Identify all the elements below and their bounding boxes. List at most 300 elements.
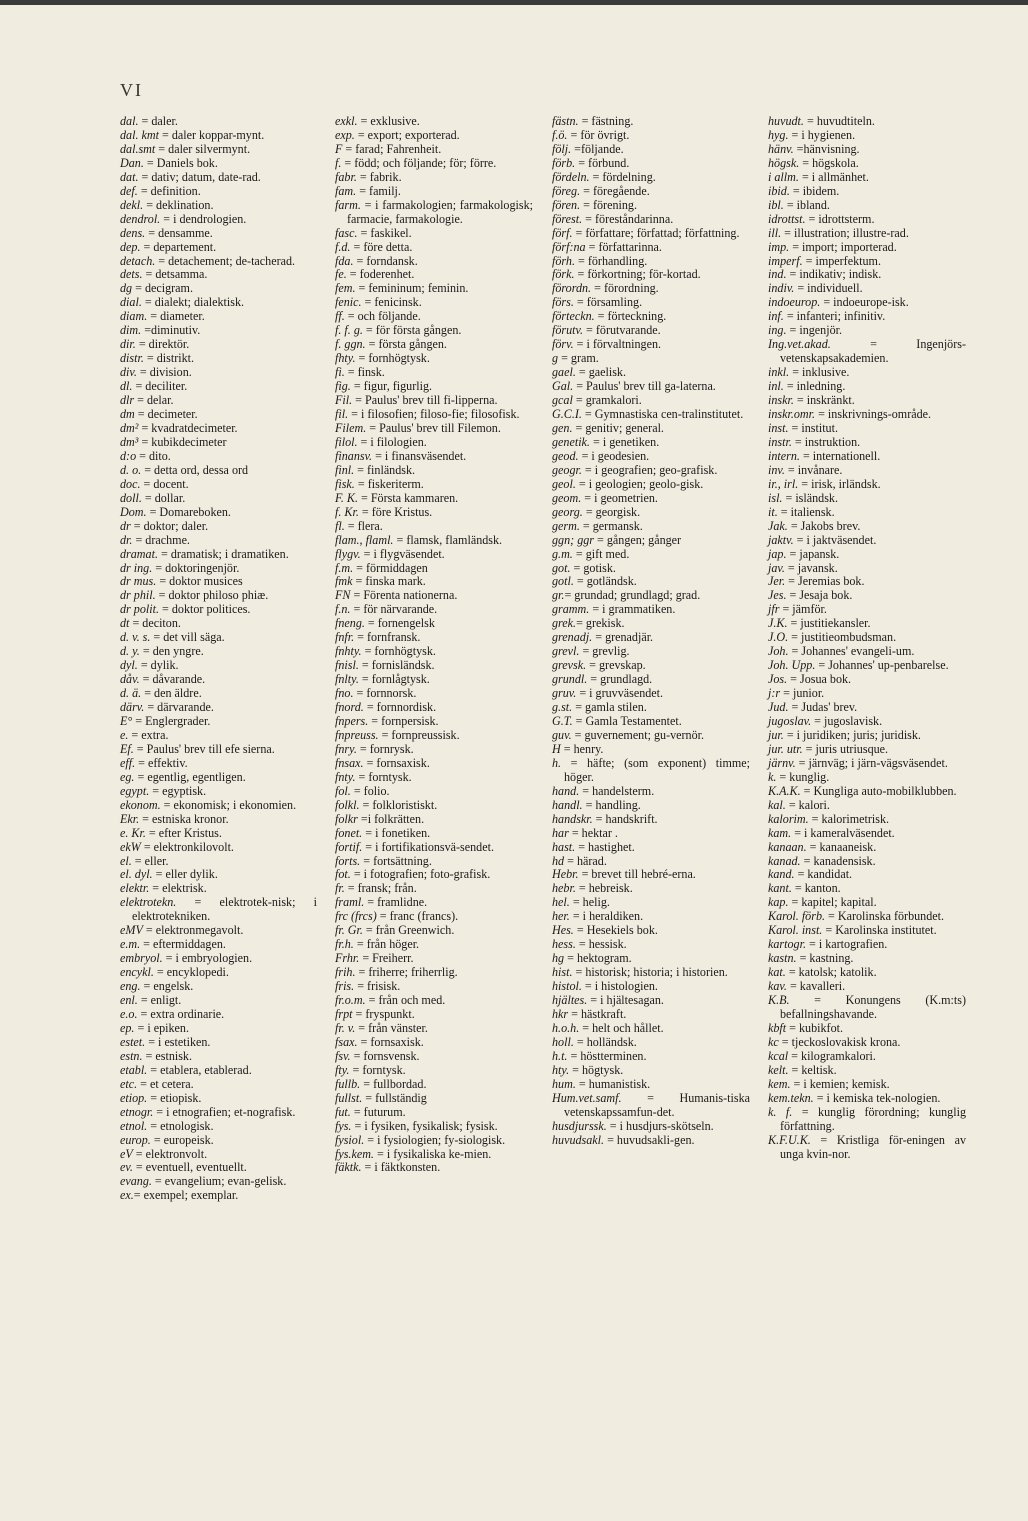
entry-abbreviation: fr. <box>335 881 345 896</box>
entry-abbreviation: ekonom. <box>120 797 161 812</box>
entry-definition: = i genetiken. <box>589 434 660 449</box>
entry-definition: = första gången. <box>365 337 447 352</box>
dictionary-entry <box>552 143 750 157</box>
entry-definition: = i fysiologien; fy-siologisk. <box>364 1132 506 1147</box>
entry-abbreviation: Joh. Upp. <box>768 658 816 673</box>
entry-abbreviation: el. dyl. <box>120 867 153 882</box>
entry-definition: = institut. <box>788 420 838 435</box>
dictionary-entry <box>552 659 750 673</box>
entry-abbreviation: e.m. <box>120 937 141 952</box>
entry-abbreviation: fullst. <box>335 1090 363 1105</box>
entry-definition: = et cetera. <box>137 1076 194 1091</box>
entry-abbreviation: ir., irl. <box>768 476 799 491</box>
entry-abbreviation: finansv. <box>335 448 373 463</box>
entry-definition: = faskikel. <box>357 225 412 240</box>
entry-abbreviation: Jes. <box>768 588 787 603</box>
entry-definition: = instruktion. <box>791 434 861 449</box>
entry-abbreviation: fty. <box>335 1062 350 1077</box>
entry-abbreviation: jur. <box>768 727 784 742</box>
entry-definition: = häfte; (som exponent) timme; höger. <box>561 755 750 784</box>
entry-definition: = exklusive. <box>357 114 420 128</box>
dictionary-entry <box>552 1134 750 1148</box>
dictionary-entry <box>335 743 533 757</box>
entry-abbreviation: h. <box>552 755 562 770</box>
dictionary-entry <box>335 1120 533 1134</box>
entry-definition: = därvarande. <box>144 700 214 715</box>
entry-definition: = från Greenwich. <box>362 923 455 938</box>
entry-abbreviation: intern. <box>768 448 800 463</box>
entry-abbreviation: fnord. <box>335 700 364 715</box>
entry-abbreviation: Ekr. <box>120 811 140 826</box>
entry-abbreviation: k. f. <box>768 1104 793 1119</box>
dictionary-entry <box>335 1148 533 1162</box>
entry-abbreviation: fullb. <box>335 1076 361 1091</box>
dictionary-entry <box>552 799 750 813</box>
entry-abbreviation: distr. <box>120 351 144 366</box>
entry-definition: = dylik. <box>137 658 179 673</box>
entry-definition: = dito. <box>136 448 171 463</box>
entry-abbreviation: fig. <box>335 379 351 394</box>
dictionary-entry <box>120 408 317 422</box>
entry-abbreviation: förf:na <box>552 239 586 254</box>
column-4 <box>768 115 966 1161</box>
entry-definition: = inklusive. <box>789 365 850 380</box>
dictionary-entry <box>768 129 966 143</box>
entry-definition: = gamla stilen. <box>572 700 647 715</box>
entry-abbreviation: kc <box>768 1034 779 1049</box>
dictionary-entry <box>120 310 317 324</box>
entry-definition: = distrikt. <box>143 351 195 366</box>
entry-abbreviation: fnpreuss. <box>335 727 379 742</box>
entry-definition: = Konungens (K.m:ts) befallningshavande. <box>780 993 966 1021</box>
dictionary-entry <box>120 268 317 282</box>
entry-definition: = gången; gånger <box>594 532 682 547</box>
entry-definition: = detachement; de-tacherad. <box>155 253 296 268</box>
entry-definition: = förening. <box>580 197 637 212</box>
dictionary-entry <box>552 548 750 562</box>
entry-definition: = huvudsakli-gen. <box>604 1132 695 1147</box>
entry-definition: = i gruvväsendet. <box>576 686 664 701</box>
entry-abbreviation: Ing.vet.akad. <box>768 337 831 352</box>
entry-abbreviation: fut. <box>335 1104 351 1119</box>
dictionary-entry <box>552 506 750 520</box>
entry-definition: = född; och följande; för; förre. <box>341 155 497 170</box>
entry-definition: = grekisk. <box>576 616 625 631</box>
entry-definition: = helig. <box>569 895 610 910</box>
entry-definition: = i flygväsendet. <box>360 546 445 561</box>
entry-definition: = eller dylik. <box>152 867 218 882</box>
dictionary-entry <box>768 994 966 1022</box>
entry-definition: = förbund. <box>575 155 630 170</box>
entry-abbreviation: inskr.omr. <box>768 407 816 422</box>
entry-abbreviation: f. ggn. <box>335 337 366 352</box>
entry-abbreviation: dekl. <box>120 197 144 212</box>
dictionary-entry <box>768 562 966 576</box>
dictionary-entry <box>120 952 317 966</box>
entry-definition: =diminutiv. <box>141 323 201 338</box>
dictionary-entry <box>552 464 750 478</box>
entry-abbreviation: kanaan. <box>768 839 807 854</box>
entry-definition: = densamme. <box>145 225 213 240</box>
dictionary-entry <box>768 422 966 436</box>
entry-definition: = författare; författad; författning. <box>572 225 740 240</box>
dictionary-entry <box>120 213 317 227</box>
entry-definition: = jämför. <box>779 602 827 617</box>
dictionary-entry <box>552 394 750 408</box>
dictionary-entry <box>552 1092 750 1120</box>
dictionary-entry <box>335 603 533 617</box>
entry-definition: = i fäktkonsten. <box>361 1160 441 1175</box>
entry-abbreviation: farm. <box>335 197 361 212</box>
entry-definition: = och följande. <box>344 309 421 324</box>
entry-definition: = i heraldiken. <box>569 909 644 924</box>
entry-abbreviation: fasc. <box>335 225 358 240</box>
dictionary-entry <box>768 938 966 952</box>
entry-abbreviation: h.t. <box>552 1048 568 1063</box>
dictionary-entry <box>120 855 317 869</box>
dictionary-entry <box>552 952 750 966</box>
entry-definition: = i husdjurs-skötseln. <box>606 1118 714 1133</box>
dictionary-entry <box>335 645 533 659</box>
entry-definition: = handelsterm. <box>579 783 655 798</box>
entry-definition: = förteckning. <box>594 309 667 324</box>
dictionary-entry <box>768 1134 966 1162</box>
entry-abbreviation: fnisl. <box>335 658 359 673</box>
entry-definition: = tjeckoslovakisk krona. <box>778 1034 901 1049</box>
entry-definition: = i fysikaliska ke-mien. <box>373 1146 492 1161</box>
dictionary-entry <box>552 868 750 882</box>
dictionary-entry <box>120 631 317 645</box>
entry-abbreviation: grenadj. <box>552 630 593 645</box>
entry-definition: = ibidem. <box>789 183 840 198</box>
entry-definition: = henry. <box>560 741 604 756</box>
entry-definition: = före detta. <box>350 239 413 254</box>
entry-definition: = fransk; från. <box>344 881 417 896</box>
entry-definition: = föregående. <box>580 183 650 198</box>
dictionary-entry <box>120 966 317 980</box>
dictionary-entry <box>552 157 750 171</box>
entry-abbreviation: guv. <box>552 727 572 742</box>
entry-definition: = kastning. <box>796 951 854 966</box>
dictionary-entry <box>552 575 750 589</box>
entry-abbreviation: Hebr. <box>552 867 579 882</box>
entry-definition: = Jesaja bok. <box>786 588 853 603</box>
entry-definition: = kvadratdecimeter. <box>138 420 238 435</box>
dictionary-entry <box>768 310 966 324</box>
entry-abbreviation: dal. kmt <box>120 127 159 142</box>
entry-abbreviation: e. <box>120 727 129 742</box>
entry-abbreviation: fören. <box>552 197 581 212</box>
dictionary-entry <box>335 408 533 422</box>
dictionary-entry <box>120 589 317 603</box>
entry-definition: = foderenhet. <box>346 267 415 282</box>
dictionary-entry <box>552 171 750 185</box>
entry-definition: = Paulus' brev till Filemon. <box>366 420 501 435</box>
entry-abbreviation: eff. <box>120 755 136 770</box>
entry-definition: = detta ord, dessa ord <box>141 462 249 477</box>
entry-abbreviation: fot. <box>335 867 351 882</box>
dictionary-entry <box>335 478 533 492</box>
dictionary-entry <box>120 841 317 855</box>
dictionary-entry <box>552 841 750 855</box>
entry-abbreviation: ex. <box>120 1188 134 1203</box>
dictionary-entry <box>768 715 966 729</box>
dictionary-entry <box>768 255 966 269</box>
dictionary-entry <box>120 520 317 534</box>
entry-abbreviation: d. ä. <box>120 686 142 701</box>
entry-definition: = familj. <box>356 183 401 198</box>
entry-definition: = guvernement; gu-vernör. <box>571 727 705 742</box>
dictionary-entry <box>552 352 750 366</box>
entry-abbreviation: dm <box>120 407 135 422</box>
entry-abbreviation: fsv. <box>335 1048 351 1063</box>
entry-abbreviation: fil. <box>335 407 349 422</box>
entry-abbreviation: frpt <box>335 1007 353 1021</box>
entry-abbreviation: förordn. <box>552 281 592 296</box>
entry-definition: = fornhögtysk. <box>355 351 430 366</box>
dictionary-entry <box>120 380 317 394</box>
dictionary-entry <box>335 1078 533 1092</box>
entry-definition: = Johannes' evangeli-um. <box>788 644 915 659</box>
entry-abbreviation: ggn; ggr <box>552 532 594 547</box>
dictionary-entry <box>335 1106 533 1120</box>
dictionary-entry <box>120 1161 317 1175</box>
entry-definition: = figur, figurlig. <box>350 379 433 394</box>
entry-definition: = Englergrader. <box>132 713 211 728</box>
dictionary-entry <box>335 673 533 687</box>
dictionary-entry <box>120 352 317 366</box>
entry-abbreviation: fris. <box>335 979 355 994</box>
dictionary-entry <box>552 185 750 199</box>
dictionary-entry <box>335 896 533 910</box>
dictionary-entry <box>552 310 750 324</box>
dictionary-entry <box>120 338 317 352</box>
dictionary-entry <box>120 492 317 506</box>
entry-abbreviation: d:o <box>120 448 137 463</box>
dictionary-entry <box>120 673 317 687</box>
entry-definition: = i fysiken, fysikalisk; fysisk. <box>351 1118 498 1133</box>
dictionary-entry <box>335 185 533 199</box>
entry-definition: = friherre; friherrlig. <box>355 965 458 980</box>
entry-definition: = i estetiken. <box>145 1034 211 1049</box>
entry-definition: = elektrotek-nisk; i elektrotekniken. <box>132 895 317 924</box>
dictionary-entry <box>768 478 966 492</box>
entry-abbreviation: förutv. <box>552 323 584 338</box>
dictionary-entry <box>768 813 966 827</box>
dictionary-entry <box>120 394 317 408</box>
entry-abbreviation: fda. <box>335 253 354 268</box>
entry-abbreviation: ibl. <box>768 197 784 212</box>
entry-definition: = i histologien. <box>581 979 658 994</box>
entry-definition: = fornsaxisk. <box>363 755 430 770</box>
entry-abbreviation: fästn. <box>552 114 579 128</box>
entry-definition: = i kartografien. <box>805 937 888 952</box>
entry-abbreviation: Dom. <box>120 504 147 519</box>
dictionary-entry <box>335 659 533 673</box>
entry-abbreviation: inf. <box>768 309 784 324</box>
entry-definition: = exempel; exemplar. <box>133 1188 239 1203</box>
entry-definition: = högtysk. <box>569 1062 624 1077</box>
dictionary-entry <box>768 1106 966 1134</box>
dictionary-entry <box>335 701 533 715</box>
entry-abbreviation: dim. <box>120 323 142 338</box>
entry-abbreviation: fe. <box>335 267 347 282</box>
dictionary-entry <box>768 1050 966 1064</box>
entry-definition: = finländsk. <box>354 462 416 477</box>
entry-abbreviation: dal.smt <box>120 141 156 156</box>
entry-abbreviation: dlr <box>120 393 135 408</box>
entry-abbreviation: hjältes. <box>552 993 588 1008</box>
entry-definition: = egyptisk. <box>149 783 207 798</box>
entry-abbreviation: e.o. <box>120 1007 138 1021</box>
dictionary-entry <box>120 1064 317 1078</box>
entry-definition: = Paulus' brev till fi-lipperna. <box>352 393 498 408</box>
entry-abbreviation: imp. <box>768 239 790 254</box>
dictionary-entry <box>768 464 966 478</box>
dictionary-entry <box>768 701 966 715</box>
entry-definition: = evangelium; evan-gelisk. <box>151 1174 287 1189</box>
entry-definition: = engelsk. <box>140 979 194 994</box>
entry-abbreviation: etiop. <box>120 1090 148 1105</box>
dictionary-entry <box>552 701 750 715</box>
entry-abbreviation: Joh. <box>768 644 789 659</box>
entry-abbreviation: Gal. <box>552 379 574 394</box>
dictionary-entry <box>768 924 966 938</box>
entry-abbreviation: hel. <box>552 895 570 910</box>
dictionary-entry <box>120 729 317 743</box>
dictionary-entry <box>120 1008 317 1022</box>
dictionary-entry <box>552 1008 750 1022</box>
entry-abbreviation: fnhty. <box>335 644 362 659</box>
entry-abbreviation: E° <box>120 713 133 728</box>
entry-definition: = i filosofien; filoso-fie; filosofisk. <box>348 407 520 422</box>
dictionary-entry <box>768 115 966 129</box>
entry-abbreviation: dr phil. <box>120 588 156 603</box>
entry-abbreviation: fys. <box>335 1118 352 1133</box>
entry-definition: = fornpersisk. <box>368 713 439 728</box>
entry-abbreviation: kat. <box>768 965 786 980</box>
dictionary-entry <box>335 785 533 799</box>
entry-abbreviation: eng. <box>120 979 141 994</box>
entry-abbreviation: forts. <box>335 853 361 868</box>
entry-abbreviation: e. Kr. <box>120 825 146 840</box>
dictionary-entry <box>335 687 533 701</box>
dictionary-entry <box>120 743 317 757</box>
dictionary-entry <box>768 966 966 980</box>
entry-definition: = kanadensisk. <box>800 853 876 868</box>
entry-definition: = i embryologien. <box>162 951 253 966</box>
entry-definition: = femininum; feminin. <box>355 281 469 296</box>
entry-definition: = javansk. <box>784 560 838 575</box>
entry-definition: = dativ; datum, date-rad. <box>138 169 261 184</box>
dictionary-entry <box>552 1036 750 1050</box>
entry-definition: = Förenta nationerna. <box>350 588 458 603</box>
dictionary-entry <box>335 715 533 729</box>
entry-abbreviation: dyl. <box>120 658 138 673</box>
entry-abbreviation: handskr. <box>552 811 593 826</box>
entry-abbreviation: indoeurop. <box>768 295 821 310</box>
dictionary-entry <box>120 366 317 380</box>
entry-abbreviation: dåv. <box>120 672 140 687</box>
dictionary-entry <box>335 115 533 129</box>
entry-definition: = förordning. <box>591 281 659 296</box>
entry-abbreviation: f.d. <box>335 239 351 254</box>
entry-definition: = direktör. <box>135 337 190 352</box>
entry-abbreviation: hast. <box>552 839 576 854</box>
dictionary-entry <box>335 394 533 408</box>
dictionary-entry <box>120 924 317 938</box>
entry-definition: = illustration; illustre-rad. <box>781 225 909 240</box>
dictionary-entry <box>335 1050 533 1064</box>
entry-definition: = dåvarande. <box>139 672 206 687</box>
entry-definition: = Josua bok. <box>787 672 852 687</box>
dictionary-entry <box>335 296 533 310</box>
entry-definition: = justitieombudsman. <box>788 630 897 645</box>
entry-definition: = i fotografien; foto-grafisk. <box>350 867 491 882</box>
entry-definition: = folkloristiskt. <box>359 797 438 812</box>
entry-definition: = församling. <box>573 295 643 310</box>
entry-definition: = forntysk. <box>355 769 412 784</box>
entry-abbreviation: ibid. <box>768 183 790 198</box>
dictionary-entry <box>335 199 533 227</box>
entry-definition: = fortsättning. <box>360 853 432 868</box>
dictionary-entry <box>335 534 533 548</box>
entry-abbreviation: gotl. <box>552 574 574 589</box>
entry-abbreviation: jfr <box>768 602 780 617</box>
entry-definition: = japansk. <box>786 546 840 561</box>
entry-definition: = eftermiddagen. <box>140 937 226 952</box>
entry-definition: = isländsk. <box>782 490 838 505</box>
dictionary-entry <box>552 241 750 255</box>
entry-abbreviation: fr. Gr. <box>335 923 363 938</box>
dictionary-entry <box>552 924 750 938</box>
entry-abbreviation: hand. <box>552 783 580 798</box>
dictionary-entry <box>552 645 750 659</box>
entry-abbreviation: inv. <box>768 462 785 477</box>
entry-abbreviation: jur. utr. <box>768 741 803 756</box>
entry-definition: =följande. <box>571 141 624 156</box>
entry-definition: = justitiekansler. <box>787 616 871 631</box>
dictionary-entry <box>768 617 966 631</box>
entry-abbreviation: kalorim. <box>768 811 809 826</box>
dictionary-entry <box>335 813 533 827</box>
entry-abbreviation: gramm. <box>552 602 590 617</box>
dictionary-entry <box>120 506 317 520</box>
entry-abbreviation: isl. <box>768 490 783 505</box>
dictionary-entry <box>552 408 750 422</box>
entry-definition: = i dendrologien. <box>160 211 247 226</box>
entry-abbreviation: jaktv. <box>768 532 794 547</box>
entry-definition: = för övrigt. <box>567 127 630 142</box>
entry-abbreviation: framl. <box>335 895 365 910</box>
entry-abbreviation: fneng. <box>335 616 365 631</box>
entry-abbreviation: enl. <box>120 993 138 1008</box>
entry-definition: = fornnordisk. <box>363 700 437 715</box>
entry-definition: = Hesekiels bok. <box>573 923 658 938</box>
top-border <box>0 0 1028 5</box>
dictionary-entry <box>552 380 750 394</box>
entry-definition: = handskrift. <box>592 811 658 826</box>
entry-abbreviation: ev. <box>120 1160 133 1175</box>
dictionary-entry <box>120 827 317 841</box>
entry-abbreviation: högsk. <box>768 155 800 170</box>
entry-abbreviation: def. <box>120 183 138 198</box>
entry-definition: = i förvaltningen. <box>573 337 662 352</box>
dictionary-entry <box>552 562 750 576</box>
dictionary-entry <box>120 603 317 617</box>
dictionary-entry <box>768 952 966 966</box>
dictionary-entry <box>552 631 750 645</box>
